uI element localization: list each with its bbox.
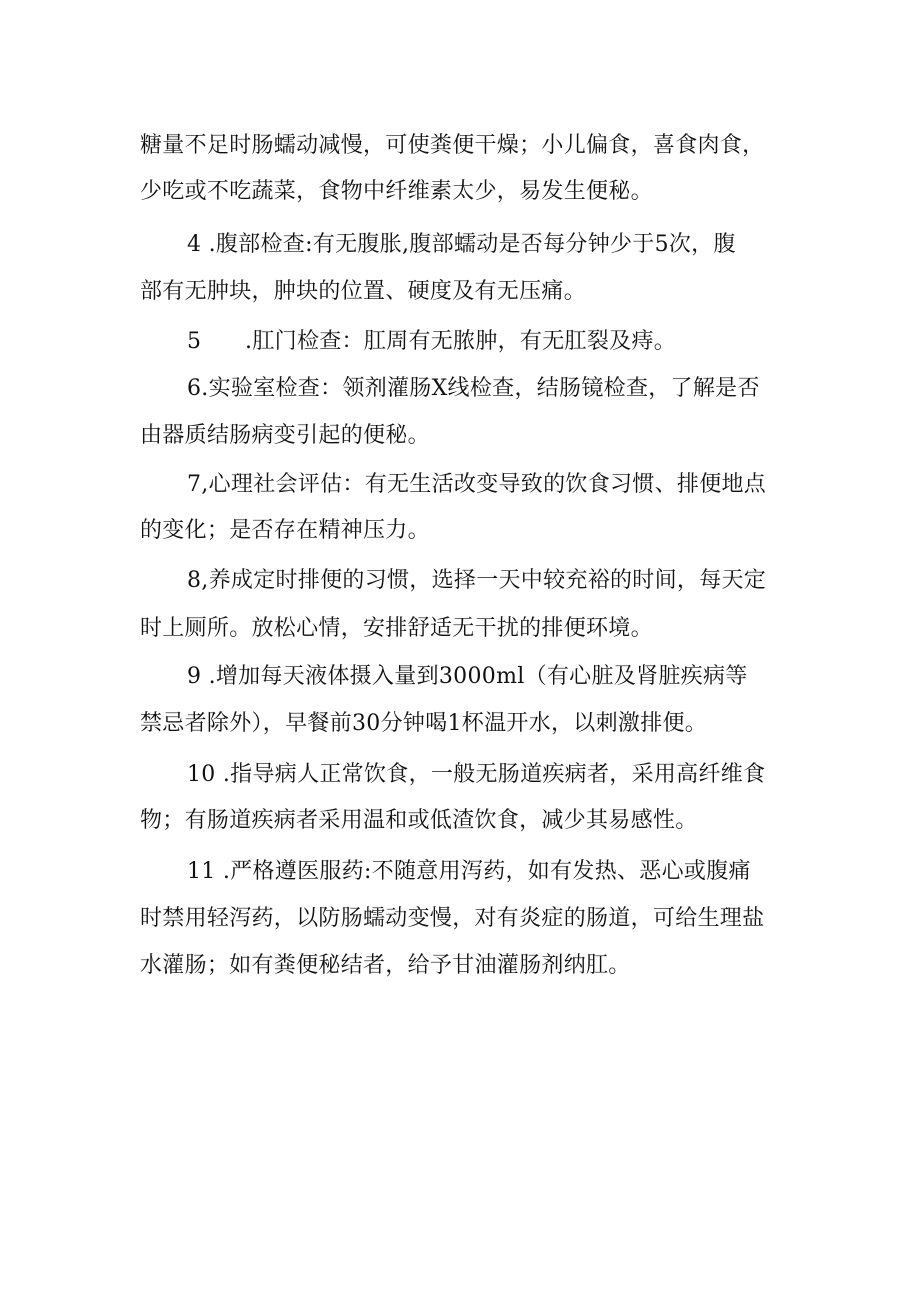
list-item-4-line: 4 .腹部检查:有无腹胀,腹部蠕动是否每分钟少于5次，腹: [187, 232, 736, 257]
text-line: 由器质结肠病变引起的便秘。: [140, 423, 430, 448]
list-item-8-line: 8,养成定时排便的习惯，选择一天中较充裕的时间，每天定: [187, 568, 767, 593]
list-item-9-line: 9 .增加每天液体摄入量到3000ml（有心脏及肾脏疾病等: [187, 664, 748, 689]
text-line: 少吃或不吃蔬菜，食物中纤维素太少，易发生便秘。: [140, 179, 653, 204]
text-line: 禁忌者除外），早餐前30分钟喝1杯温开水，以刺激排便。: [140, 711, 708, 736]
list-item-7-line: 7,心理社会评估：有无生活改变导致的饮食习惯、排便地点: [187, 472, 767, 497]
text-line: 时禁用轻泻药，以防肠蠕动变慢，对有炎症的肠道，可给生理盐: [140, 906, 765, 931]
list-item-5-line: 5 .肛门检查：肛周有无脓肿，有无肛裂及痔。: [187, 329, 677, 354]
text-line: 的变化；是否存在精神压力。: [140, 518, 430, 543]
list-item-6-line: 6.实验室检查：领剂灌肠X线检查，结肠镜检查，了解是否: [187, 376, 760, 401]
text-line: 部有无肿块，肿块的位置、硬度及有无压痛。: [140, 279, 587, 304]
list-item-10-line: 10 .指导病人正常饮食，一般无肠道疾病者，采用高纤维食: [187, 762, 766, 787]
text-line: 时上厕所。放松心情，安排舒适无干扰的排便环境。: [140, 616, 653, 641]
list-item-11-line: 11 .严格遵医服药:不随意用泻药，如有发热、恶心或腹痛: [187, 859, 751, 884]
text-line: 物；有肠道疾病者采用温和或低渣饮食，减少其易感性。: [140, 808, 698, 833]
text-line: 糖量不足时肠蠕动减慢，可使粪便干燥；小儿偏食，喜食肉食，: [140, 133, 765, 158]
text-line: 水灌肠；如有粪便秘结者，给予甘油灌肠剂纳肛。: [140, 953, 631, 978]
